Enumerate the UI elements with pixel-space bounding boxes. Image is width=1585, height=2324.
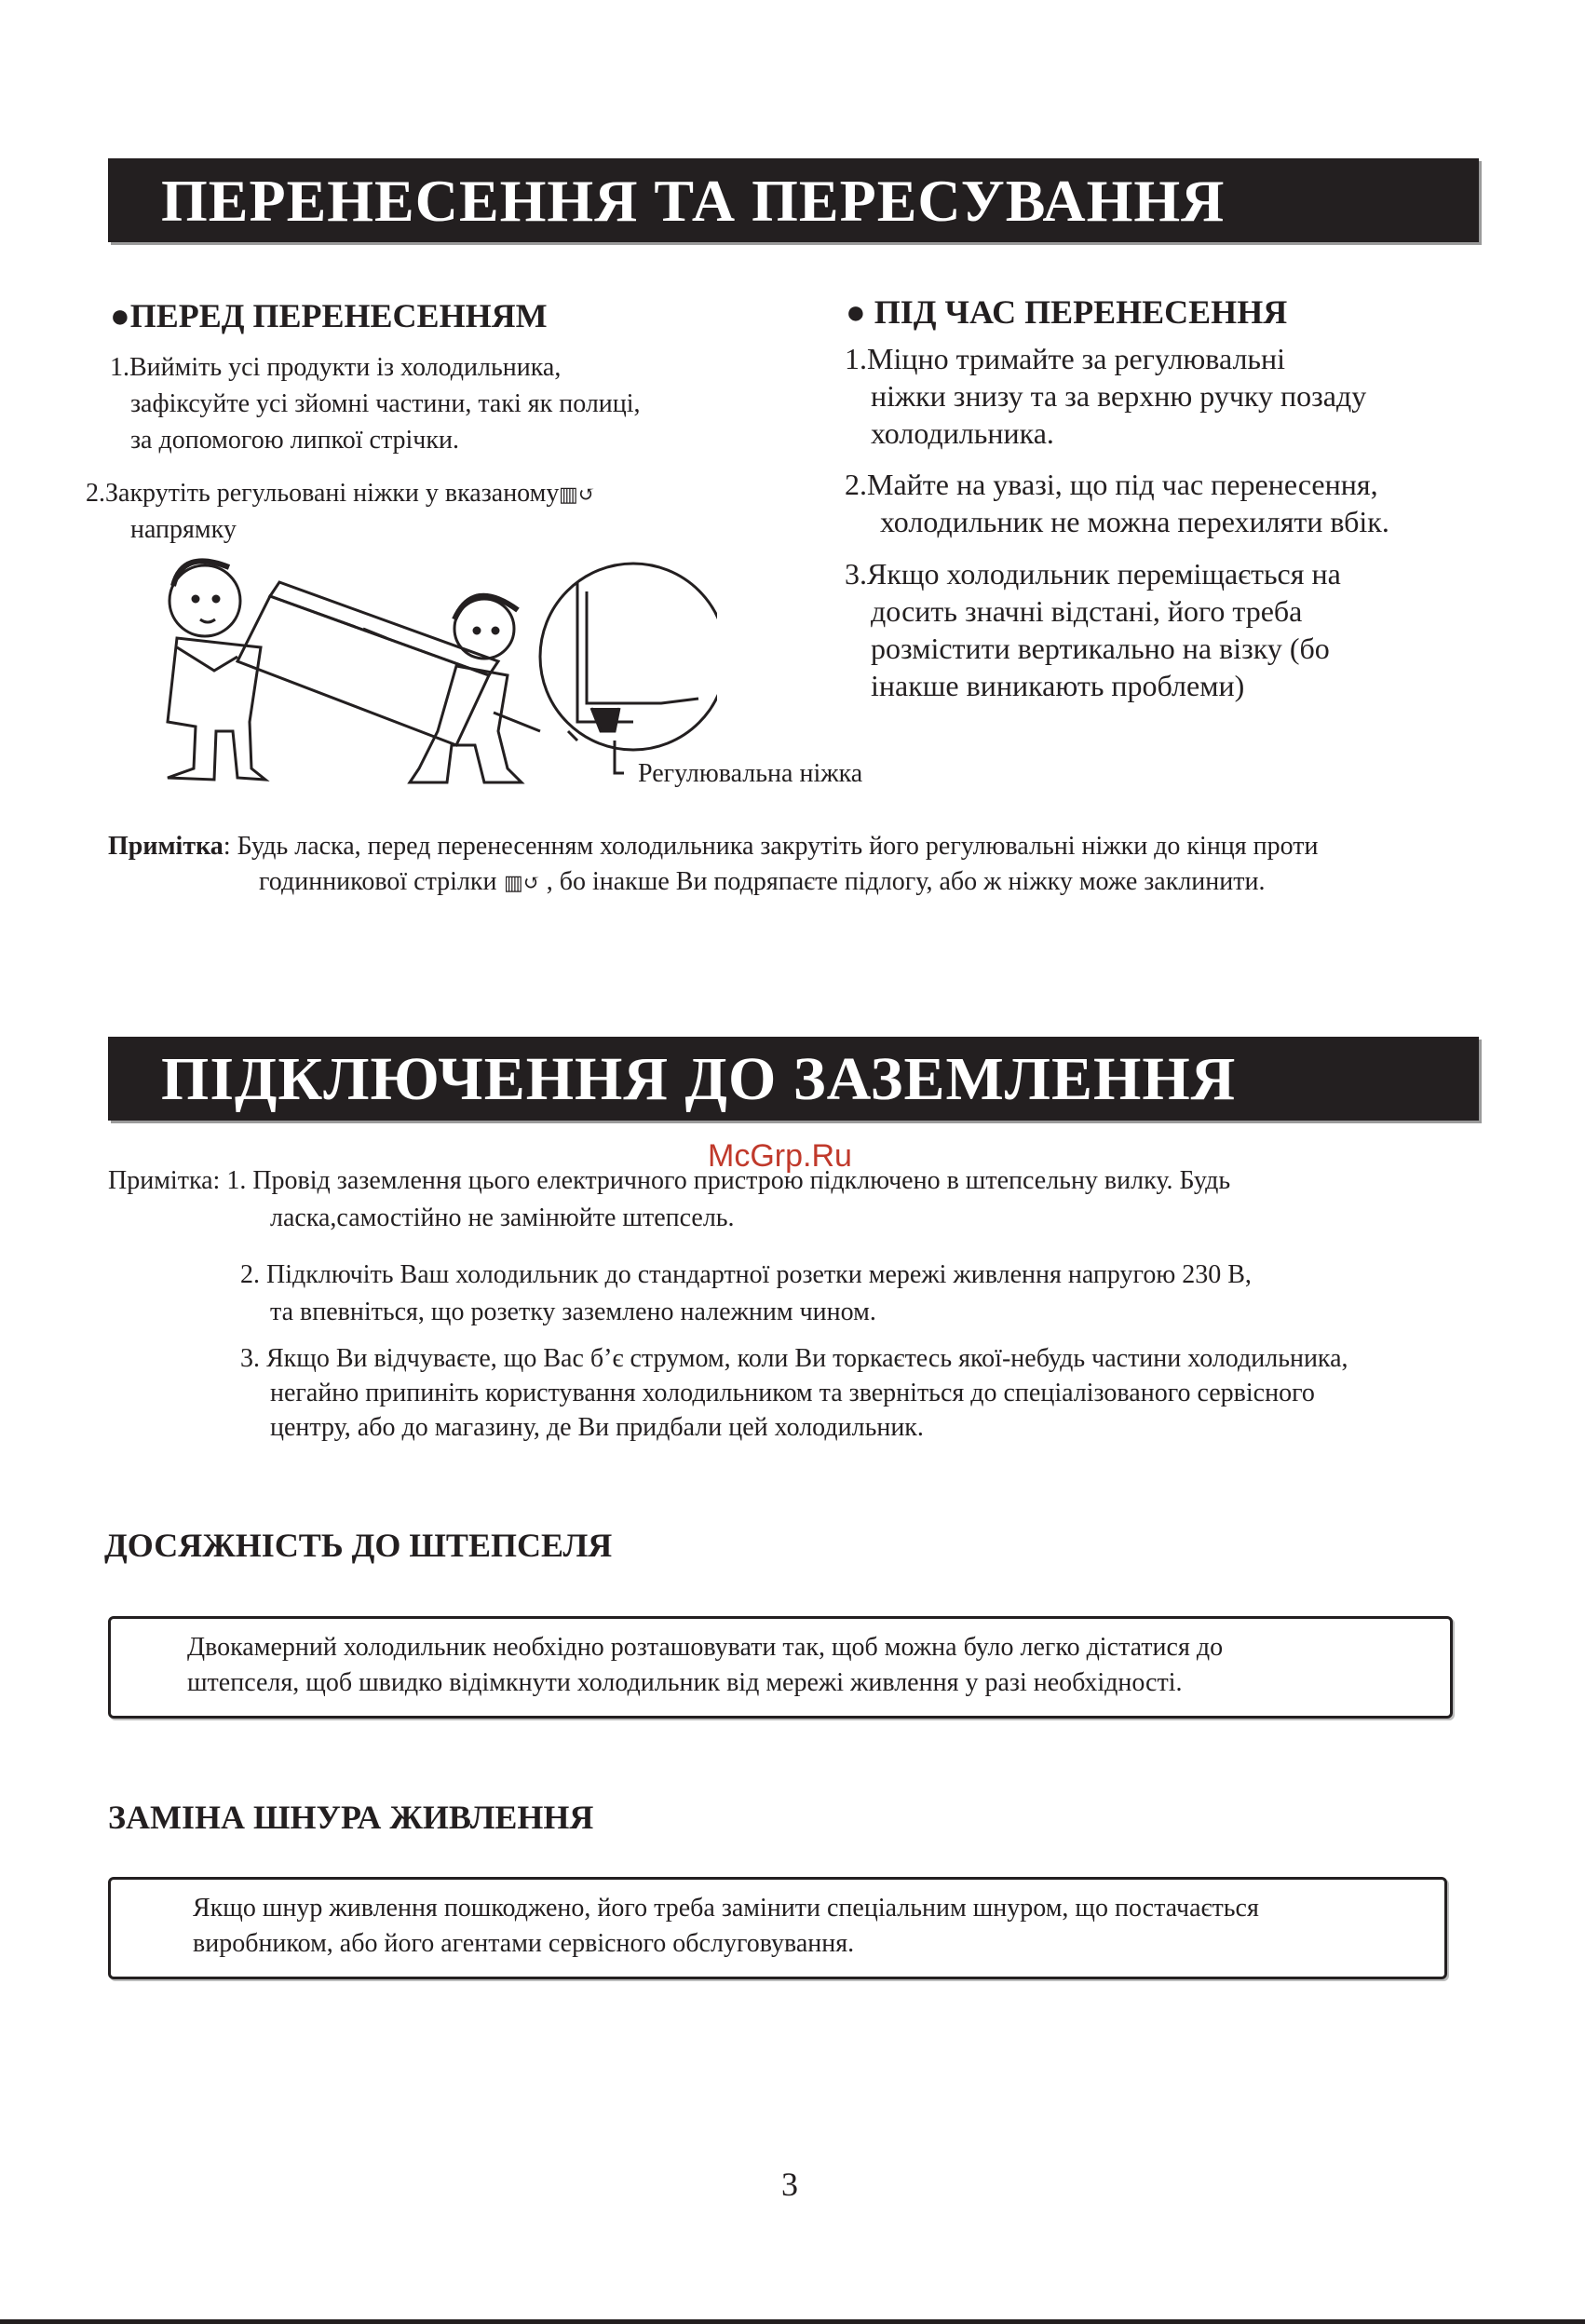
grounding-note3-line3: центру, або до магазину, де Ви придбали цей холодильник.	[270, 1413, 924, 1442]
before-item1-line1: 1.Вийміть усі продукти із холодильника,	[110, 353, 562, 382]
before-item1-line2: зафіксуйте усі зйомні частини, такі як полиці,	[130, 389, 641, 418]
plug-access-heading: ДОСЯЖНІСТЬ ДО ШТЕПСЕЛЯ	[104, 1527, 613, 1564]
plug-access-box	[108, 1616, 1453, 1719]
note-label: Примітка	[108, 832, 224, 861]
cord-heading: ЗАМІНА ШНУРА ЖИВЛЕННЯ	[108, 1799, 594, 1836]
adjustable-foot-label: Регулювальна ніжка	[638, 759, 863, 788]
section-title-grounding: ПІДКЛЮЧЕННЯ ДО ЗАЗЕМЛЕННЯ	[161, 1045, 1237, 1113]
during-item2-line1: 2.Майте на увазі, що під час перенесення,	[845, 468, 1378, 501]
note-text-2a: годинникової стрілки	[259, 867, 497, 896]
page-number: 3	[781, 2166, 798, 2203]
during-item1-line2: ніжки знизу та за верхню ручку позаду	[871, 379, 1367, 413]
before-heading: ●ПЕРЕД ПЕРЕНЕСЕННЯМ	[110, 297, 548, 334]
transport-note-line2	[259, 864, 1265, 901]
grounding-note1-line1: Примітка: 1. Провід заземлення цього електричного пристрою підключено в штепсельну вилку. Будь	[108, 1166, 1231, 1195]
section-banner-transport	[108, 158, 1479, 242]
transport-note-line1	[108, 829, 1319, 864]
plug-access-line1: Двокамерний холодильник необхідно розташовувати так, щоб можна було легко дістатися до	[187, 1633, 1224, 1662]
before-item2-line2: напрямку	[130, 515, 237, 544]
grounding-note3-line1: 3. Якщо Ви відчуваєте, що Вас б’є струмом, коли Ви торкаєтесь якої-небудь частини холодильника,	[240, 1344, 1348, 1373]
section-banner-grounding	[108, 1037, 1479, 1121]
during-item1-line1: 1.Міцно тримайте за регулювальні	[845, 342, 1286, 375]
during-item3-line1: 3.Якщо холодильник переміщається на	[845, 557, 1341, 591]
rotate-arrow-icon: ↻▥	[559, 482, 596, 506]
during-heading: ● ПІД ЧАС ПЕРЕНЕСЕННЯ	[846, 293, 1288, 331]
grounding-note2-line1: 2. Підключіть Ваш холодильник до стандартної розетки мережі живлення напругою 230 В,	[240, 1260, 1252, 1289]
note-text-1: : Будь ласка, перед перенесенням холодильника закрутіть його регулювальні ніжки до кінця проти	[223, 832, 1319, 861]
grounding-note2-line2: та впевніться, що розетку заземлено належним чином.	[270, 1298, 876, 1326]
during-item3-line2: досить значні відстані, його треба	[871, 594, 1303, 628]
grounding-note1-line2: ласка,самостійно не замінюйте штепсель.	[270, 1203, 735, 1232]
during-item2-line2: холодильник не можна перехиляти вбік.	[880, 505, 1389, 538]
bottom-rule	[0, 2319, 1585, 2324]
during-item3-line4: інакше виникають проблеми)	[871, 669, 1245, 702]
during-item3-line3: розмістити вертикально на візку (бо	[871, 632, 1330, 665]
before-item2-line1	[86, 475, 596, 512]
cord-line1: Якщо шнур живлення пошкоджено, його треба замінити спеціальним шнуром, що постачається	[193, 1894, 1259, 1923]
during-item1-line3: холодильника.	[871, 416, 1054, 450]
cord-box	[108, 1877, 1447, 1979]
grounding-note3-line2: негайно припиніть користування холодильником та зверніться до спеціалізованого сервісного	[270, 1379, 1315, 1407]
left-person-head	[169, 565, 240, 636]
plug-access-line2: штепселя, щоб швидко відімкнути холодильник від мережі живлення у разі необхідності.	[187, 1668, 1183, 1697]
before-item2-text: 2.Закрутіть регульовані ніжки у вказаному	[86, 479, 560, 508]
rotate-arrow-icon: ↻▥	[503, 871, 540, 894]
note-text-2b: , бо інакше Ви подряпаєте підлогу, або ж ніжку може заклинити.	[546, 867, 1266, 896]
cord-line2: виробником, або його агентами сервісного обслуговування.	[193, 1929, 855, 1958]
watermark: McGrp.Ru	[708, 1138, 852, 1174]
section-title-transport: ПЕРЕНЕСЕННЯ ТА ПЕРЕСУВАННЯ	[161, 168, 1226, 234]
moving-fridge-illustration	[140, 545, 717, 796]
before-item1-line3: за допомогою липкої стрічки.	[130, 426, 459, 455]
